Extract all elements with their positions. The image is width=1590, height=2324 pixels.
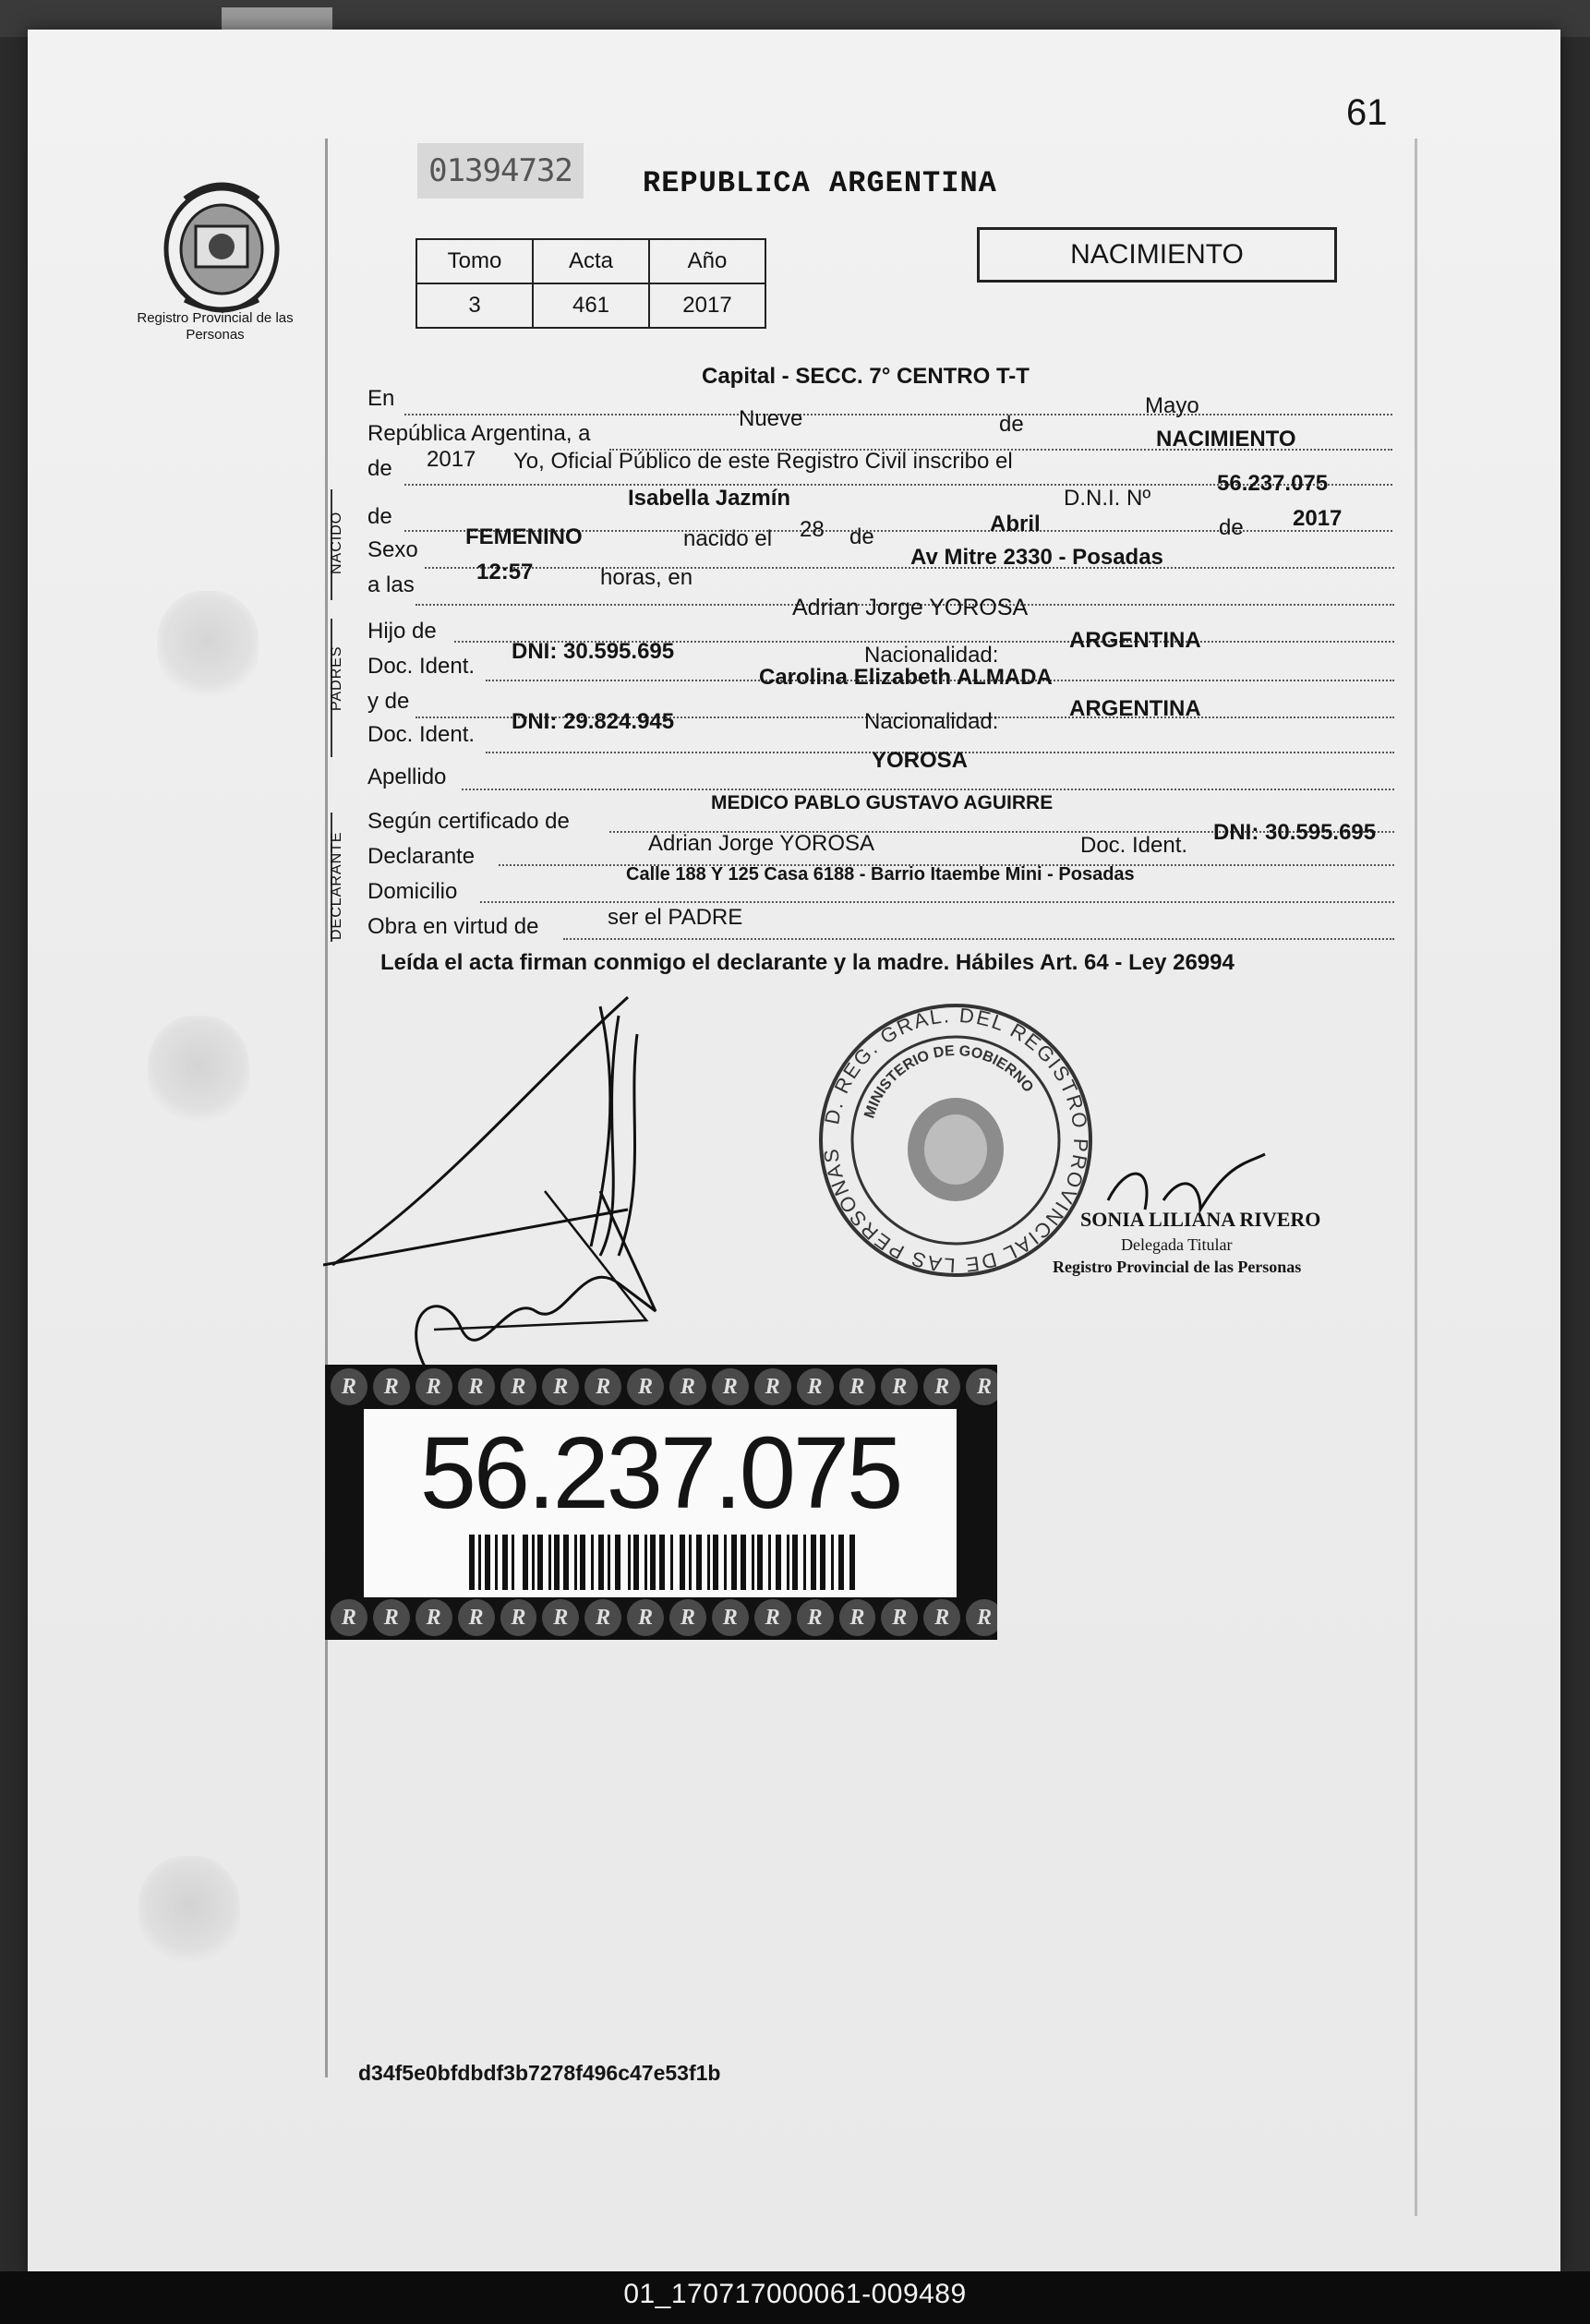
de-label: de bbox=[1219, 515, 1244, 540]
table-header-ano: Año bbox=[649, 239, 765, 283]
sticker-pattern: R R R R R R R R R R R R R R R R bbox=[325, 1368, 997, 1405]
province-coat-of-arms-icon bbox=[148, 171, 295, 319]
sticker-id-number: 56.237.075 bbox=[419, 1416, 901, 1530]
place-label: En bbox=[367, 386, 395, 411]
place-value: Capital - SECC. 7° CENTRO T-T bbox=[702, 364, 1030, 389]
hour-label: a las bbox=[367, 572, 415, 597]
birth-hour: 12:57 bbox=[476, 560, 534, 584]
closing-statement: Leída el acta firman conmigo el declarante y la madre. Hábiles Art. 64 - Ley 26994 bbox=[380, 950, 1235, 975]
de-label: de bbox=[367, 456, 392, 481]
table-cell-ano: 2017 bbox=[649, 283, 765, 328]
file-name: 01_170717000061-009489 bbox=[623, 2279, 967, 2309]
table-header-tomo: Tomo bbox=[416, 239, 533, 283]
official-name: SONIA LILIANA RIVERO bbox=[1080, 1208, 1321, 1231]
birth-year: 2017 bbox=[1293, 506, 1343, 531]
and-of-label: y de bbox=[367, 689, 410, 714]
table-header-acta: Acta bbox=[533, 239, 649, 283]
certificate-label: Según certificado de bbox=[367, 809, 570, 834]
father-nationality: ARGENTINA bbox=[1069, 628, 1201, 653]
document-hash: d34f5e0bfdbdf3b7278f496c47e53f1b bbox=[358, 2061, 721, 2085]
domicile-label: Domicilio bbox=[367, 879, 458, 904]
de-label: de bbox=[367, 504, 392, 529]
child-dni: 56.237.075 bbox=[1217, 471, 1329, 496]
doc-label: Doc. Ident. bbox=[1080, 833, 1188, 858]
year-value: 2017 bbox=[427, 447, 476, 472]
country-title: REPUBLICA ARGENTINA bbox=[643, 166, 997, 200]
id-barcode-sticker bbox=[325, 1365, 997, 1640]
birth-day: 28 bbox=[800, 517, 825, 542]
logo-caption: Registro Provincial de las Personas bbox=[137, 310, 294, 343]
day-value: Nueve bbox=[739, 406, 803, 431]
child-name: Isabella Jazmín bbox=[628, 486, 791, 511]
register-table bbox=[416, 238, 766, 329]
birth-address: Av Mitre 2330 - Posadas bbox=[910, 545, 1163, 570]
section-label-declarante: DECLARANTE bbox=[329, 831, 344, 940]
ghost-seal bbox=[139, 1856, 240, 1967]
ghost-seal bbox=[148, 1016, 249, 1126]
sticker-pattern: R R R R R R R R R R R R R R R R bbox=[325, 1599, 997, 1636]
surname-label: Apellido bbox=[367, 765, 447, 789]
registry-seal bbox=[817, 1002, 1094, 1279]
doc-label: Doc. Ident. bbox=[367, 654, 476, 679]
republic-label: República Argentina, a bbox=[367, 421, 591, 446]
sticker-label bbox=[364, 1409, 957, 1597]
birth-month: Abril bbox=[990, 512, 1041, 536]
de-label: de bbox=[999, 412, 1024, 437]
declarant-label: Declarante bbox=[367, 844, 476, 869]
table-cell-tomo: 3 bbox=[416, 283, 533, 328]
father-doc: DNI: 30.595.695 bbox=[512, 639, 675, 664]
ghost-seal bbox=[157, 591, 259, 702]
reason-label: Obra en virtud de bbox=[367, 914, 539, 939]
dni-label: D.N.I. Nº bbox=[1064, 486, 1151, 511]
official-title: Delegada Titular bbox=[1121, 1235, 1233, 1254]
svg-text:MINISTERIO DE GOBIERNO: MINISTERIO DE GOBIERNO bbox=[861, 1042, 1037, 1121]
barcode-icon bbox=[469, 1535, 857, 1590]
right-margin-line bbox=[1415, 138, 1417, 2216]
section-label-nacido: NACIDO bbox=[329, 511, 344, 574]
declarant-dni: DNI: 30.595.695 bbox=[1213, 820, 1377, 845]
domicile-value: Calle 188 Y 125 Casa 6188 - Barrio Itaembe Mini - Posadas bbox=[626, 864, 1135, 885]
official-office: Registro Provincial de las Personas bbox=[1053, 1258, 1302, 1276]
hours-label: horas, en bbox=[600, 565, 693, 590]
month-value: Mayo bbox=[1145, 393, 1199, 418]
act-value: NACIMIENTO bbox=[1156, 427, 1296, 452]
surname-value: YOROSA bbox=[872, 748, 969, 773]
sex-value: FEMENINO bbox=[465, 524, 583, 549]
sex-label: Sexo bbox=[367, 537, 418, 562]
section-label-padres: PADRES bbox=[329, 645, 344, 711]
registrar-text: Yo, Oficial Público de este Registro Civil inscribo el bbox=[513, 449, 1013, 474]
de-label: de bbox=[849, 524, 874, 549]
svg-text:D. REG. GRAL. DEL REGISTRO PRO: D. REG. GRAL. DEL REGISTRO PROVINCIAL DE LAS PERSONAS bbox=[819, 1003, 1093, 1278]
reason-value: ser el PADRE bbox=[608, 905, 743, 930]
doc-label: Doc. Ident. bbox=[367, 722, 476, 747]
declarant-signature bbox=[323, 979, 711, 1385]
father-name: Adrian Jorge YOROSA bbox=[792, 595, 1029, 620]
mother-name: Carolina Elizabeth ALMADA bbox=[759, 665, 1053, 690]
mother-doc: DNI: 29.824.945 bbox=[512, 709, 675, 734]
page-number: 61 bbox=[1346, 92, 1388, 133]
mother-nationality: ARGENTINA bbox=[1069, 696, 1201, 721]
nationality-label: Nacionalidad: bbox=[864, 709, 999, 734]
son-of-label: Hijo de bbox=[367, 619, 437, 644]
table-cell-acta: 461 bbox=[533, 283, 649, 328]
nationality-label: Nacionalidad: bbox=[864, 643, 999, 668]
born-label: nacido el bbox=[683, 526, 773, 551]
act-type-box: NACIMIENTO bbox=[977, 227, 1337, 283]
certificate-value: MEDICO PABLO GUSTAVO AGUIRRE bbox=[711, 792, 1054, 813]
serial-number: 01394732 bbox=[417, 143, 584, 199]
declarant-name: Adrian Jorge YOROSA bbox=[648, 831, 875, 856]
